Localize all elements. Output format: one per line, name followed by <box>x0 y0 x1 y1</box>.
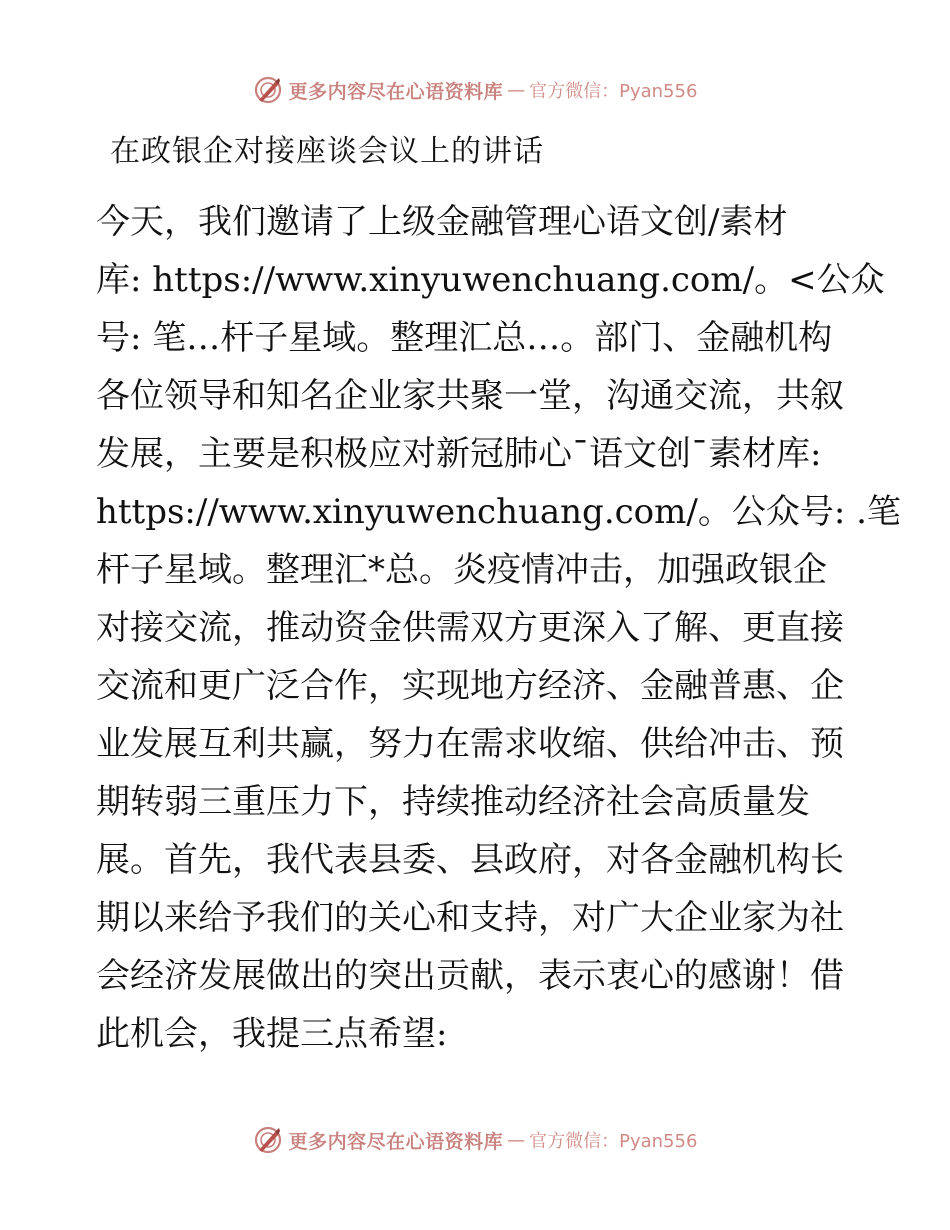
body-line: 杆子星域。整理汇*总。炎疫情冲击，加强政银企 <box>96 550 827 590</box>
document-title: 在政银企对接座谈会议上的讲话 <box>110 134 544 169</box>
quill-pen-logo-icon <box>253 1125 283 1155</box>
body-line: 今天，我们邀请了上级金融管理心语文创/素材 <box>96 202 788 242</box>
body-line: 号: 笔…杆子星域。整理汇总…。部门、金融机构 <box>96 318 833 358</box>
body-line: 对接交流，推动资金供需双方更深入了解、更直接 <box>96 608 844 648</box>
banner-separator: — <box>507 79 526 101</box>
banner-separator: — <box>507 1129 526 1151</box>
body-line: 各位领导和知名企业家共聚一堂，沟通交流，共叙 <box>96 376 844 416</box>
banner-brand-text: 更多内容尽在心语资料库 <box>288 80 504 103</box>
banner-wechat-text: 官方微信：Pyan556 <box>529 1131 698 1152</box>
body-line: 期以来给予我们的关心和支持，对广大企业家为社 <box>96 898 844 938</box>
body-line: 展。首先，我代表县委、县政府，对各金融机构长 <box>96 840 844 880</box>
body-line: 交流和更广泛合作，实现地方经济、金融普惠、企 <box>96 666 844 706</box>
quill-pen-logo-icon <box>253 75 283 105</box>
banner-wechat-text: 官方微信：Pyan556 <box>529 81 698 102</box>
body-line: 业发展互利共赢，努力在需求收缩、供给冲击、预 <box>96 724 844 764</box>
footer-banner <box>0 1120 950 1160</box>
body-line: 会经济发展做出的突出贡献，表示衷心的感谢！借 <box>96 956 844 996</box>
header-banner <box>0 70 950 110</box>
document-body <box>96 197 901 1067</box>
body-line: 此机会，我提三点希望: <box>96 1014 448 1054</box>
banner-brand-text: 更多内容尽在心语资料库 <box>288 1130 504 1153</box>
body-line: 库: https://www.xinyuwenchuang.com/。<公众 <box>96 260 885 300</box>
body-line: https://www.xinyuwenchuang.com/。公众号: .笔 <box>96 492 901 532</box>
body-line: 期转弱三重压力下，持续推动经济社会高质量发 <box>96 782 810 822</box>
body-line: 发展，主要是积极应对新冠肺心¯语文创¯素材库: <box>96 434 822 474</box>
